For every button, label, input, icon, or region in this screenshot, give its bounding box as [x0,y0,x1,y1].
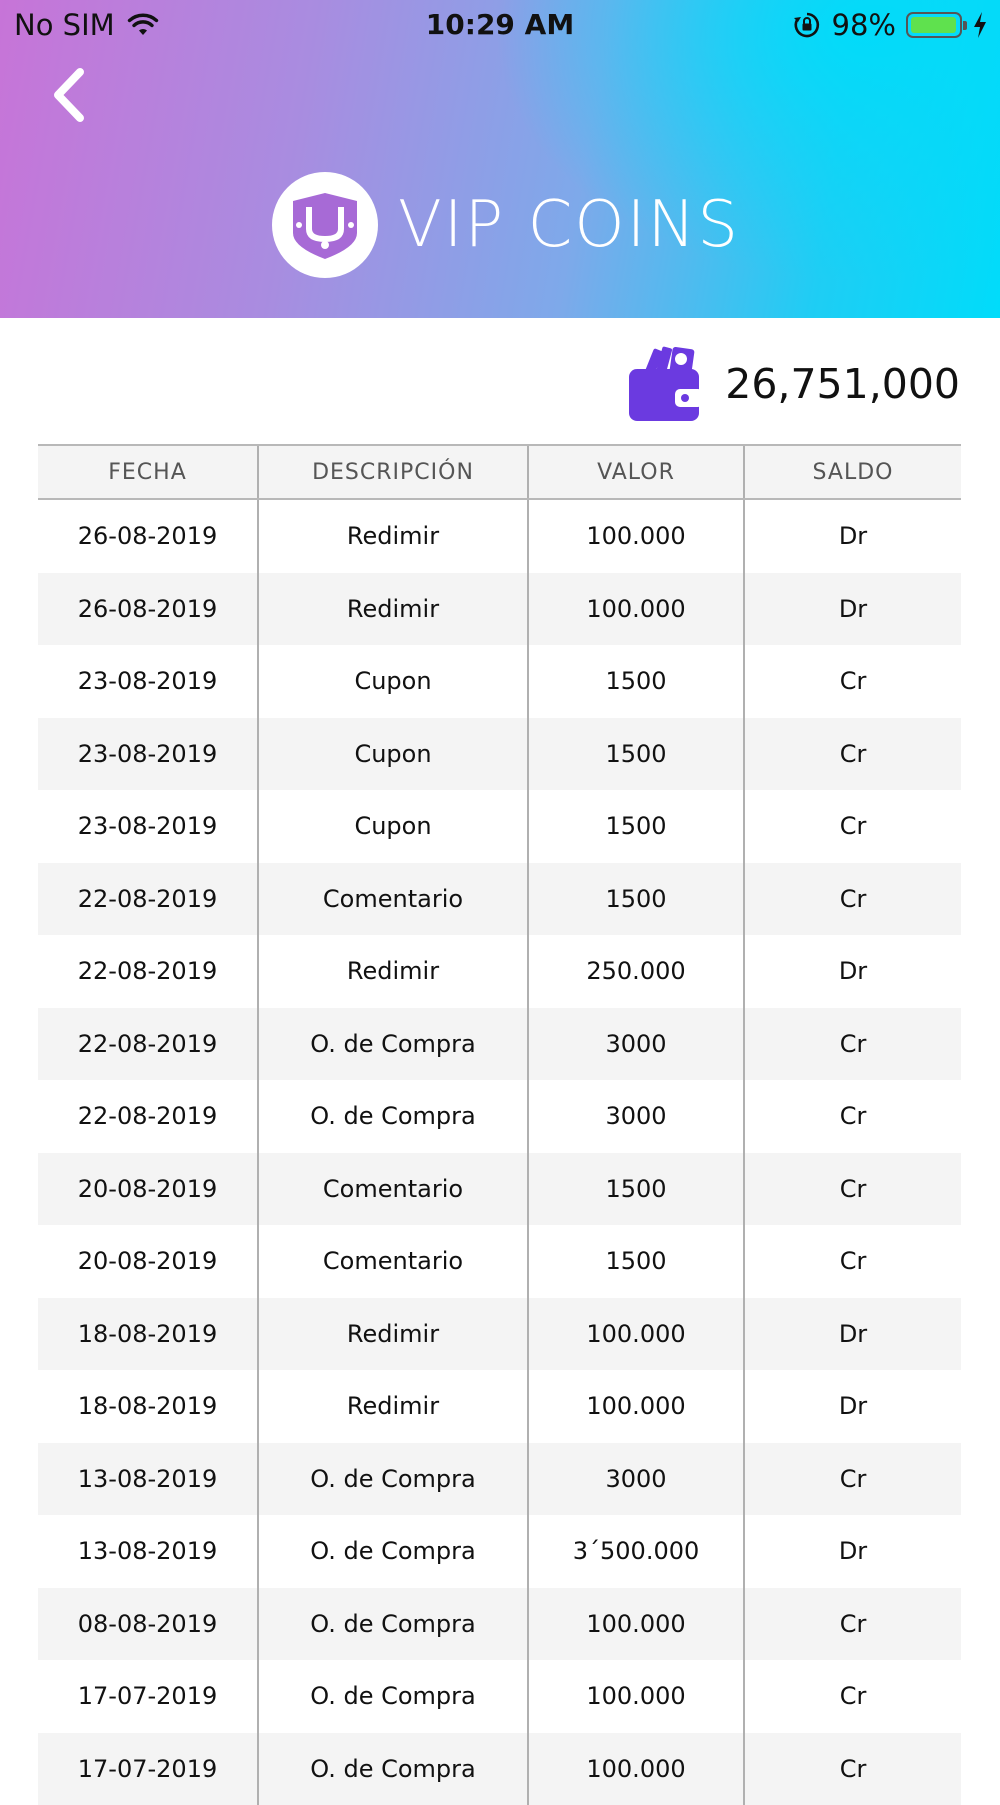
brand [272,172,740,278]
cell-descripcion: O. de Compra [257,1733,527,1805]
cell-saldo: Cr [743,1153,961,1226]
cell-fecha: 23-08-2019 [38,790,257,863]
cell-saldo: Cr [743,645,961,718]
transactions-table [38,444,961,1805]
cell-descripcion: Redimir [257,573,527,646]
cell-fecha: 08-08-2019 [38,1588,257,1661]
table-row [38,935,961,1008]
cell-descripcion: O. de Compra [257,1008,527,1081]
cell-saldo: Dr [743,1298,961,1371]
table-row [38,1153,961,1226]
cell-fecha: 17-07-2019 [38,1660,257,1733]
table-row [38,863,961,936]
cell-descripcion: Comentario [257,863,527,936]
cell-valor: 100.000 [527,573,743,646]
cell-saldo: Dr [743,935,961,1008]
cell-descripcion: Redimir [257,500,527,573]
cell-saldo: Cr [743,1733,961,1805]
cell-valor: 1500 [527,645,743,718]
table-row [38,1298,961,1371]
column-header-saldo: SALDO [743,446,961,498]
app-title: VIP COINS [398,188,740,262]
table-body [38,500,961,1805]
cell-saldo: Cr [743,1080,961,1153]
cell-descripcion: Cupon [257,645,527,718]
cell-descripcion: Cupon [257,790,527,863]
cell-valor: 3000 [527,1443,743,1516]
cell-descripcion: O. de Compra [257,1080,527,1153]
balance-display [627,345,960,423]
cell-valor: 3000 [527,1080,743,1153]
status-time: 10:29 AM [0,8,1000,41]
balance-amount: 26,751,000 [725,360,960,408]
table-row [38,1443,961,1516]
cell-fecha: 20-08-2019 [38,1225,257,1298]
cell-descripcion: Redimir [257,1370,527,1443]
cell-fecha: 23-08-2019 [38,718,257,791]
status-bar [0,0,1000,50]
cell-saldo: Cr [743,1008,961,1081]
cell-saldo: Dr [743,1515,961,1588]
cell-saldo: Cr [743,1443,961,1516]
cell-valor: 1500 [527,790,743,863]
status-right [782,8,988,42]
cell-saldo: Cr [743,718,961,791]
cell-saldo: Cr [743,1588,961,1661]
cell-valor: 250.000 [527,935,743,1008]
table-row [38,1588,961,1661]
cell-fecha: 22-08-2019 [38,1080,257,1153]
column-header-fecha: FECHA [38,446,257,498]
cell-descripcion: Cupon [257,718,527,791]
cell-fecha: 22-08-2019 [38,935,257,1008]
table-row [38,573,961,646]
cell-valor: 100.000 [527,500,743,573]
cell-saldo: Cr [743,863,961,936]
cell-fecha: 13-08-2019 [38,1443,257,1516]
table-row [38,645,961,718]
cell-fecha: 13-08-2019 [38,1515,257,1588]
table-row [38,1660,961,1733]
orientation-lock-icon [792,10,822,40]
cell-descripcion: Redimir [257,935,527,1008]
cell-fecha: 26-08-2019 [38,573,257,646]
table-row [38,1008,961,1081]
table-row [38,790,961,863]
table-row [38,1515,961,1588]
table-row [38,1733,961,1805]
cell-valor: 100.000 [527,1733,743,1805]
cell-saldo: Dr [743,500,961,573]
back-button[interactable] [44,64,96,126]
cell-fecha: 22-08-2019 [38,1008,257,1081]
cell-descripcion: Comentario [257,1153,527,1226]
battery-percent: 98% [832,8,896,42]
column-header-valor: VALOR [527,446,743,498]
cell-saldo: Cr [743,790,961,863]
chevron-left-icon [44,64,96,126]
cell-valor: 100.000 [527,1298,743,1371]
cell-saldo: Cr [743,1660,961,1733]
cell-valor: 3000 [527,1008,743,1081]
cell-descripcion: Redimir [257,1298,527,1371]
cell-valor: 1500 [527,1225,743,1298]
cell-saldo: Cr [743,1225,961,1298]
cell-fecha: 17-07-2019 [38,1733,257,1805]
cell-fecha: 18-08-2019 [38,1370,257,1443]
cell-saldo: Dr [743,573,961,646]
carrier-label: No SIM [14,8,115,42]
cell-valor: 100.000 [527,1588,743,1661]
cell-descripcion: O. de Compra [257,1443,527,1516]
table-row [38,718,961,791]
charging-bolt-icon [972,11,988,39]
cell-descripcion: Comentario [257,1225,527,1298]
cell-fecha: 22-08-2019 [38,863,257,936]
cell-descripcion: O. de Compra [257,1660,527,1733]
table-row [38,500,961,573]
column-header-descripcion: DESCRIPCIÓN [257,446,527,498]
cell-valor: 1500 [527,863,743,936]
cell-fecha: 26-08-2019 [38,500,257,573]
cell-fecha: 18-08-2019 [38,1298,257,1371]
battery-icon [906,12,962,38]
vip-coins-logo-icon [272,172,378,278]
cell-fecha: 23-08-2019 [38,645,257,718]
cell-valor: 100.000 [527,1370,743,1443]
cell-fecha: 20-08-2019 [38,1153,257,1226]
table-row [38,1080,961,1153]
cell-descripcion: O. de Compra [257,1515,527,1588]
cell-saldo: Dr [743,1370,961,1443]
wallet-icon [627,345,703,423]
cell-valor: 3´500.000 [527,1515,743,1588]
header-banner [0,0,1000,318]
table-row [38,1225,961,1298]
table-header [38,444,961,500]
table-row [38,1370,961,1443]
cell-valor: 1500 [527,1153,743,1226]
cell-valor: 100.000 [527,1660,743,1733]
battery-level [911,17,956,33]
cell-descripcion: O. de Compra [257,1588,527,1661]
cell-valor: 1500 [527,718,743,791]
